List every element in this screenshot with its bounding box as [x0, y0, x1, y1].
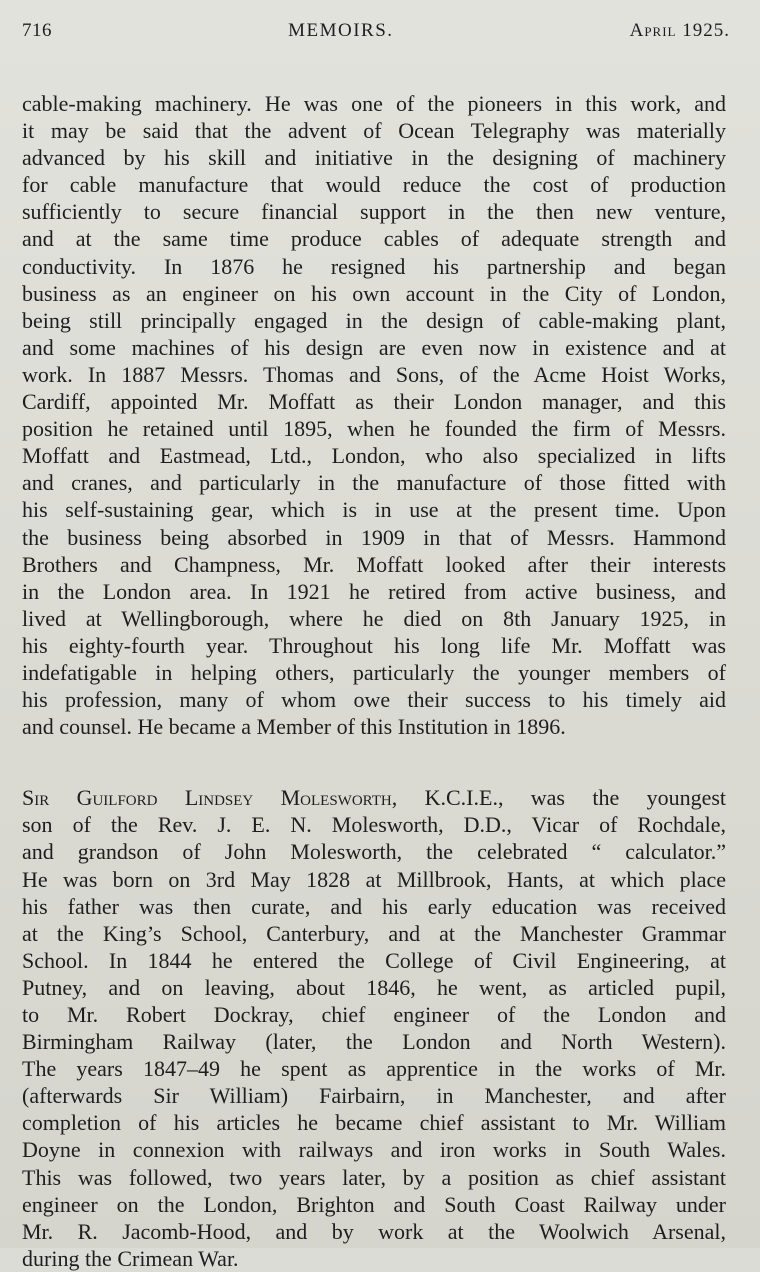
issue-date: April 1925.	[629, 20, 730, 41]
memoir-paragraph-moffatt	[22, 90, 726, 740]
text-line: Mr. R. Jacomb-Hood, and by work at the Woolwich Arsenal,	[22, 1218, 726, 1244]
text-line: advanced by his skill and initiative in the designing of machinery	[22, 145, 726, 171]
text-line: This was followed, two years later, by a position as chief assistant	[22, 1164, 726, 1190]
text-line: for cable manufacture that would reduce the cost of production	[22, 172, 726, 198]
memoir-paragraph-molesworth	[22, 784, 726, 1272]
paragraph-gap	[22, 740, 730, 784]
text-line: it may be said that the advent of Ocean Telegraphy was materially	[22, 118, 726, 144]
text-line: and some machines of his design are even now in existence and at	[22, 334, 726, 360]
text-line: conductivity. In 1876 he resigned his partnership and began	[22, 253, 726, 279]
text-line: He was born on 3rd May 1828 at Millbrook, Hants, at which place	[22, 866, 726, 892]
subject-name: Sir Guilford Lindsey Molesworth,	[22, 785, 398, 811]
text-line: indefatigable in helping others, particularly the younger members of	[22, 659, 726, 685]
text-line: Brothers and Champness, Mr. Moffatt looked after their interests	[22, 551, 726, 577]
page-number: 716	[22, 20, 52, 41]
text-line: to Mr. Robert Dockray, chief engineer of the London and	[22, 1002, 726, 1027]
text-line: his self-sustaining gear, which is in use at the present time. Upon	[22, 497, 726, 523]
first-line-rest: K.C.I.E., was the youngest	[397, 785, 727, 811]
text-line: Moffatt and Eastmead, Ltd., London, who also specialized in lifts	[22, 443, 726, 469]
text-line: Putney, and on leaving, about 1846, he went, as articled pupil,	[22, 974, 726, 1000]
text-line: during the Crimean War.	[22, 1245, 239, 1271]
text-line: The years 1847–49 he spent as apprentice in the works of Mr.	[22, 1056, 726, 1082]
text-line: work. In 1887 Messrs. Thomas and Sons, of the Acme Hoist Works,	[22, 361, 726, 387]
text-line: engineer on the London, Brighton and South Coast Railway under	[22, 1191, 726, 1217]
text-line: position he retained until 1895, when he founded the firm of Messrs.	[22, 416, 726, 442]
text-line: and cranes, and particularly in the manufacture of those fitted with	[22, 470, 726, 496]
text-line: Birmingham Railway (later, the London and North Western).	[22, 1029, 726, 1055]
text-line: his father was then curate, and his early education was received	[22, 893, 726, 919]
text-line: his profession, many of whom owe their success to his timely aid	[22, 687, 726, 713]
text-line: his eighty-fourth year. Throughout his long life Mr. Moffatt was	[22, 632, 726, 658]
text-line: Doyne in connexion with railways and iron works in South Wales.	[22, 1137, 726, 1163]
running-header	[22, 20, 730, 50]
text-line: being still principally engaged in the design of cable-making plant,	[22, 307, 726, 333]
text-line: completion of his articles he became chief assistant to Mr. William	[22, 1110, 726, 1136]
text-line: son of the Rev. J. E. N. Molesworth, D.D., Vicar of Rochdale,	[22, 812, 726, 838]
text-line: at the King’s School, Canterbury, and at the Manchester Grammar	[22, 920, 726, 946]
running-title: MEMOIRS.	[288, 20, 394, 41]
text-line	[22, 784, 726, 811]
text-line: (afterwards Sir William) Fairbairn, in Manchester, and after	[22, 1083, 726, 1109]
text-line: in the London area. In 1921 he retired from active business, and	[22, 578, 726, 604]
text-line: and at the same time produce cables of adequate strength and	[22, 226, 726, 252]
text-line: Cardiff, appointed Mr. Moffatt as their London manager, and this	[22, 389, 726, 415]
text-line: cable-making machinery. He was one of the pioneers in this work, and	[22, 91, 726, 116]
text-line: lived at Wellingborough, where he died on 8th January 1925, in	[22, 605, 726, 631]
text-line: and counsel. He became a Member of this Institution in 1896.	[22, 714, 566, 740]
text-line: School. In 1844 he entered the College of Civil Engineering, at	[22, 947, 726, 973]
text-line: business as an engineer on his own account in the City of London,	[22, 280, 726, 306]
text-line: sufficiently to secure financial support in the then new venture,	[22, 199, 726, 225]
text-line: and grandson of John Molesworth, the celebrated “ calculator.”	[22, 839, 726, 865]
text-line: the business being absorbed in 1909 in that of Messrs. Hammond	[22, 524, 726, 550]
